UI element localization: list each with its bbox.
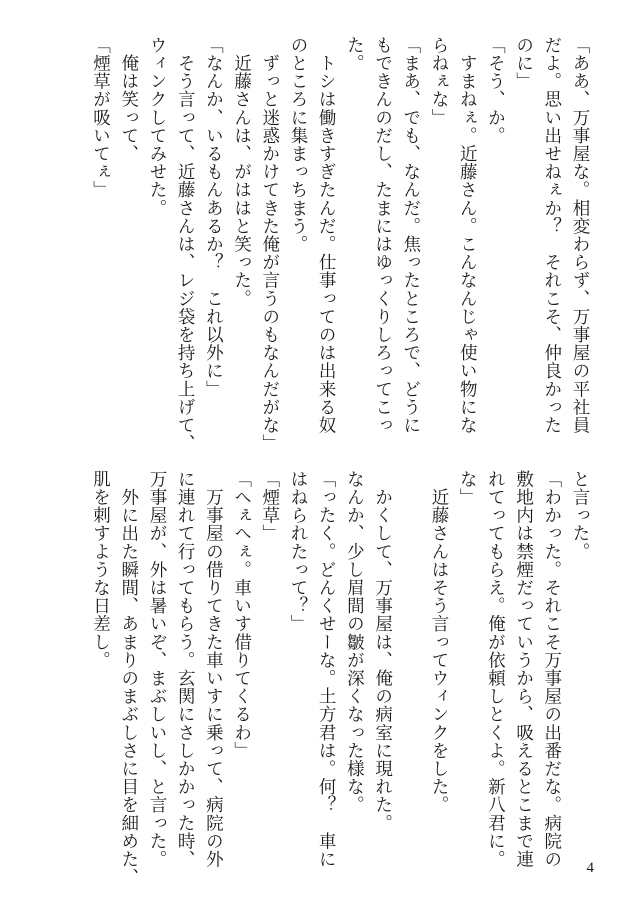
text-line: 「ったく。どんくせーな。土方君は。何？ 車に — [316, 470, 337, 869]
text-line: 「煙草」 — [259, 470, 280, 543]
text-line: 俺は笑って、 — [118, 36, 139, 163]
text-line: 敷地内は禁煙だっていうから、吸えるとこまで連 — [513, 470, 534, 869]
text-line: ずっと迷惑かけてきた俺が言うのもなんだがな」 — [259, 36, 280, 453]
text-line: かくして、万事屋は、俺の病室に現れた。 — [372, 470, 393, 832]
text-line: 「わかった。それこそ万事屋の出番だな。病院の — [541, 470, 562, 869]
text-line: れてってもらえ。俺が依頼しとくよ。新八君に。 — [485, 470, 506, 869]
lower-text-block — [86, 470, 594, 887]
text-line: た。 — [344, 36, 365, 73]
text-line — [397, 470, 425, 842]
text-line: のに」 — [513, 36, 534, 91]
text-line: ウィンクしてみせた。 — [146, 36, 167, 217]
text-line: トシは働きすぎたんだ。仕事ってのは出来る奴 — [316, 36, 337, 435]
text-line: 近藤さんは、がははと笑った。 — [231, 36, 252, 308]
text-line: と言った。 — [570, 470, 590, 561]
text-line: のところに集まっちまう。 — [287, 36, 308, 254]
text-line: 「なんか、いるもんあるか？ これ以外に」 — [203, 36, 224, 398]
text-line: そう言って、近藤さんは、レジ袋を持ち上げて、 — [175, 36, 196, 453]
text-line: 万事屋が、外は暑いぞ、まぶしいし、と言った。 — [146, 470, 167, 869]
text-line: 外に出た瞬間、あまりのまぶしさに目を細めた、 — [118, 470, 139, 887]
text-line: 近藤さんはそう言ってウィンクをした。 — [428, 470, 449, 814]
upper-text-block — [86, 36, 594, 453]
text-line: もできんのだし、たまにはゆっくりしろってこっ — [372, 36, 393, 435]
text-line: 肌を刺すような日差し。 — [90, 470, 111, 670]
text-line: 万事屋の借りてきた車いすに乗って、病院の外 — [203, 470, 224, 869]
text-line: はねられたって？」 — [287, 470, 308, 633]
text-line: 「煙草が吸いてぇ」 — [90, 36, 111, 199]
text-line: 「ああ、万事屋な。相変わらず、万事屋の平社員 — [570, 36, 590, 435]
text-line: すまねぇ。近藤さん。こんなんじゃ使い物にな — [457, 36, 478, 435]
text-line: に連れて行ってもらう。玄関にさしかかった時、 — [175, 470, 196, 869]
text-line: 「まあ、でも、なんだ。焦ったところで、どうに — [400, 36, 421, 435]
text-line: らねぇな」 — [428, 36, 449, 127]
text-line: 「へぇへぇ。車いす借りてくるわ」 — [231, 470, 252, 760]
text-line: なんか、少し眉間の皺が深くなった様な。 — [344, 470, 365, 814]
text-line: な」 — [457, 470, 478, 507]
text-line: 「そう、か。 — [485, 36, 506, 145]
text-line: だよ。思い出せねぇか？ それこそ、仲良かった — [541, 36, 562, 435]
page-number: 4 — [586, 860, 594, 876]
